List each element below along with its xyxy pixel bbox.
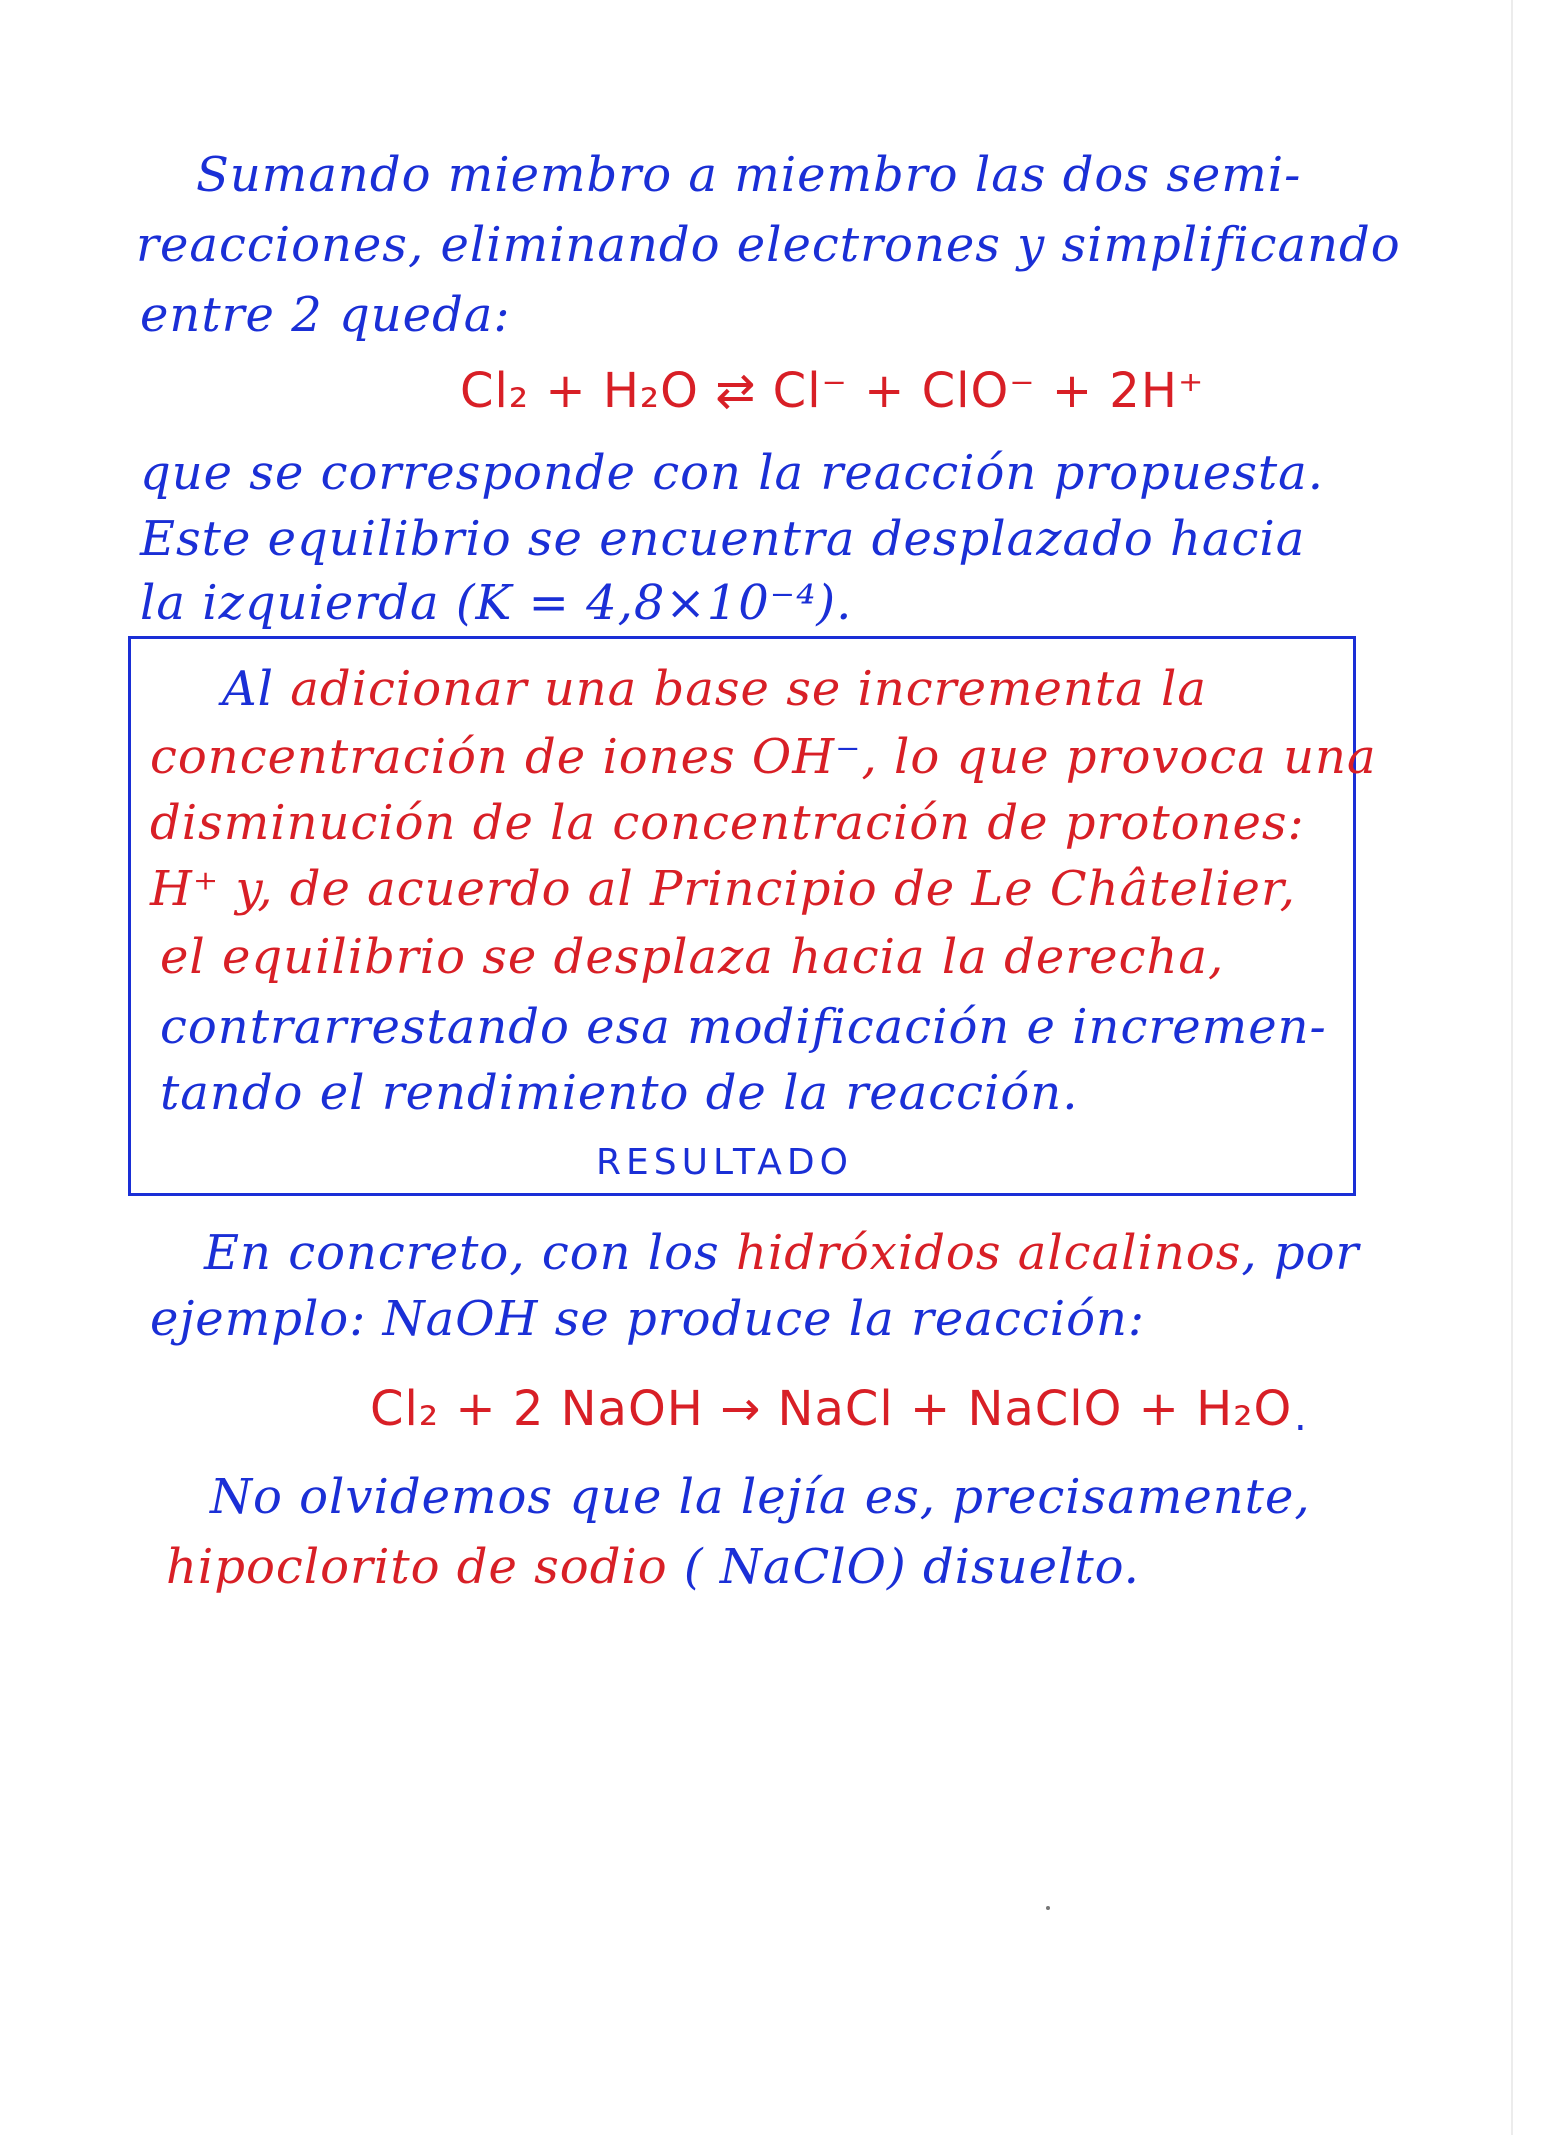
closing-line-2	[166, 1540, 1140, 1595]
closing-line-2-rest: ( NaClO) disuelto.	[667, 1539, 1140, 1595]
page-edge	[1511, 0, 1513, 2135]
closing-line-1: No olvidemos que la lejía es, precisamente,	[210, 1469, 1311, 1525]
boxed-line-1-start: Al	[222, 661, 291, 717]
boxed-line-6: contrarrestando esa modificación e incremen-	[160, 999, 1327, 1055]
closing-line-2-highlight: hipoclorito de sodio	[166, 1539, 668, 1595]
intro-line-1: Sumando miembro a miembro las dos semi-	[196, 147, 1302, 203]
example-line-1-start: En concreto, con los	[204, 1225, 736, 1281]
equilibrium-equation: Cl₂ + H₂O ⇄ Cl⁻ + ClO⁻ + 2H⁺	[460, 363, 1205, 419]
example-line-1-highlight: hidróxidos alcalinos	[735, 1225, 1242, 1281]
equation-period: .	[1294, 1394, 1307, 1440]
boxed-line-5: el equilibrio se desplaza hacia la derecha,	[160, 929, 1225, 985]
intro-line-2: reacciones, eliminando electrones y simplificando	[136, 217, 1401, 273]
example-line-1-end: , por	[1241, 1225, 1360, 1281]
boxed-line-4	[150, 862, 1296, 917]
boxed-line-2	[150, 730, 1377, 785]
boxed-line-2-superscript: ⁻	[835, 729, 862, 785]
result-label: RESULTADO	[596, 1142, 853, 1183]
discussion-line-3: la izquierda (K = 4,8×10⁻⁴).	[140, 575, 853, 631]
boxed-line-3: disminución de la concentración de protones:	[150, 795, 1305, 851]
boxed-line-1-rest: adicionar una base se incrementa la	[290, 661, 1207, 717]
paper-speck	[1046, 1906, 1050, 1910]
intro-line-3: entre 2 queda:	[140, 287, 511, 343]
boxed-line-2-start: concentración de iones OH	[150, 729, 836, 785]
discussion-line-1: que se corresponde con la reacción propuesta.	[140, 445, 1324, 501]
neutralization-equation: Cl₂ + 2 NaOH → NaCl + NaClO + H₂O	[370, 1381, 1293, 1437]
example-line-2: ejemplo: NaOH se produce la reacción:	[150, 1291, 1146, 1347]
boxed-line-7: tando el rendimiento de la reacción.	[160, 1065, 1079, 1121]
boxed-line-2-rest: , lo que provoca una	[861, 729, 1377, 785]
boxed-line-4-proton: H⁺	[150, 861, 220, 917]
boxed-line-1	[222, 662, 1207, 717]
boxed-line-4-rest: y, de acuerdo al Principio de Le Châtelier,	[219, 861, 1296, 917]
example-line-1	[204, 1226, 1359, 1281]
discussion-line-2: Este equilibrio se encuentra desplazado hacia	[140, 511, 1306, 567]
